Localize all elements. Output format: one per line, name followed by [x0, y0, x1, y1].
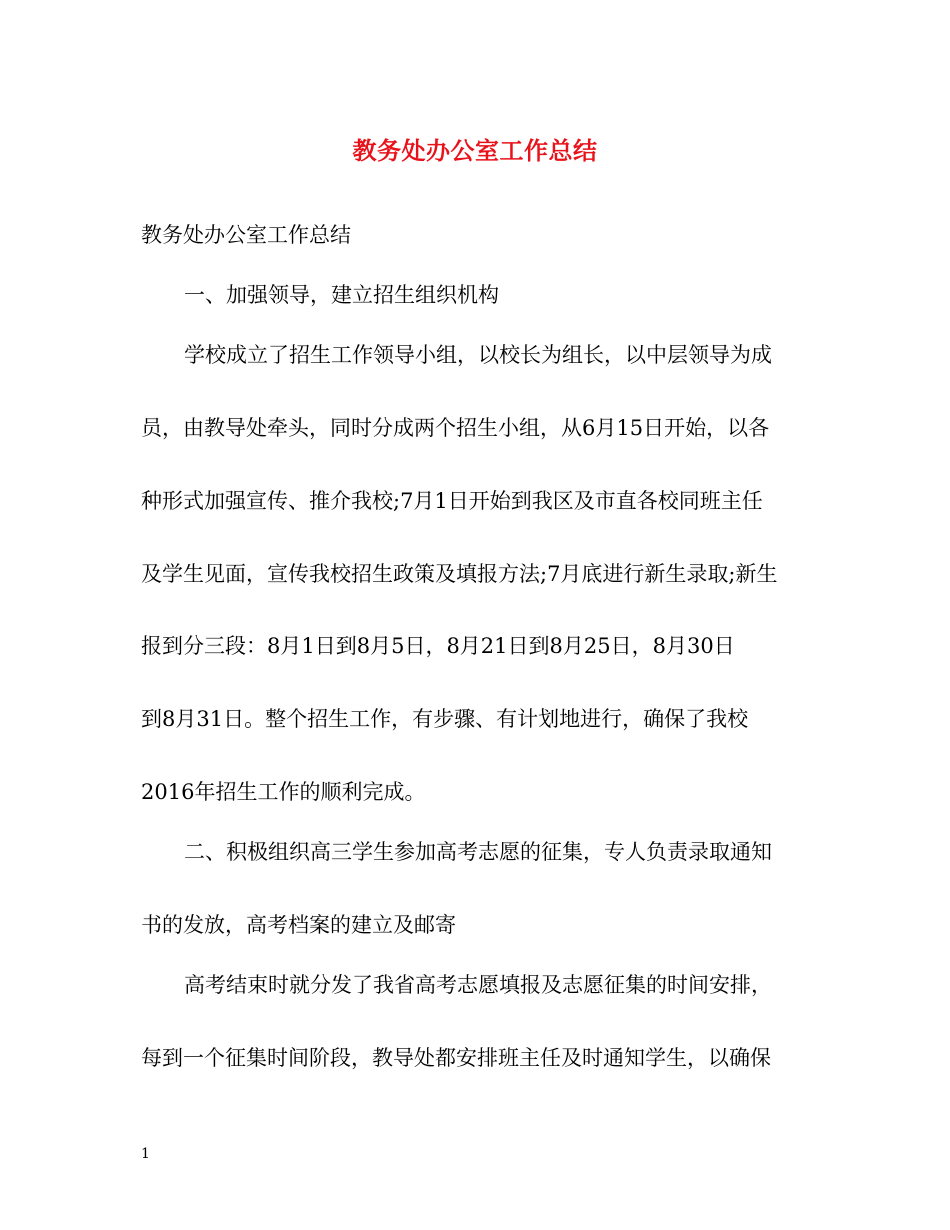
text-line: 高考结束时就分发了我省高考志愿填报及志愿征集的时间安排， — [184, 973, 772, 997]
text-line: 书的发放，高考档案的建立及邮寄 — [141, 913, 456, 937]
text-line: 到8月31日。整个招生工作，有步骤、有计划地进行，确保了我校 — [141, 707, 749, 731]
document-title: 教务处办公室工作总结 — [352, 136, 598, 165]
text-line: 每到一个征集时间阶段，教导处都安排班主任及时通知学生，以确保 — [141, 1046, 771, 1070]
page-number: 1 — [141, 1146, 150, 1162]
text-line: 员，由教导处牵头，同时分成两个招生小组，从6月15日开始，以各 — [141, 416, 770, 440]
text-line: 2016年招生工作的顺利完成。 — [141, 780, 426, 804]
text-line: 及学生见面，宣传我校招生政策及填报方法;7月底进行新生录取;新生 — [141, 562, 778, 586]
text-line: 学校成立了招生工作领导小组，以校长为组长，以中层领导为成 — [184, 343, 772, 367]
text-line-heading-1: 一、加强领导，建立招生组织机构 — [184, 283, 499, 307]
text-line-subtitle: 教务处办公室工作总结 — [141, 223, 351, 247]
text-line: 种形式加强宣传、推介我校;7月1日开始到我区及市直各校同班主任 — [141, 489, 763, 513]
text-line: 报到分三段：8月1日到8月5日，8月21日到8月25日，8月30日 — [141, 634, 735, 658]
text-line-heading-2: 二、积极组织高三学生参加高考志愿的征集，专人负责录取通知 — [184, 840, 772, 864]
